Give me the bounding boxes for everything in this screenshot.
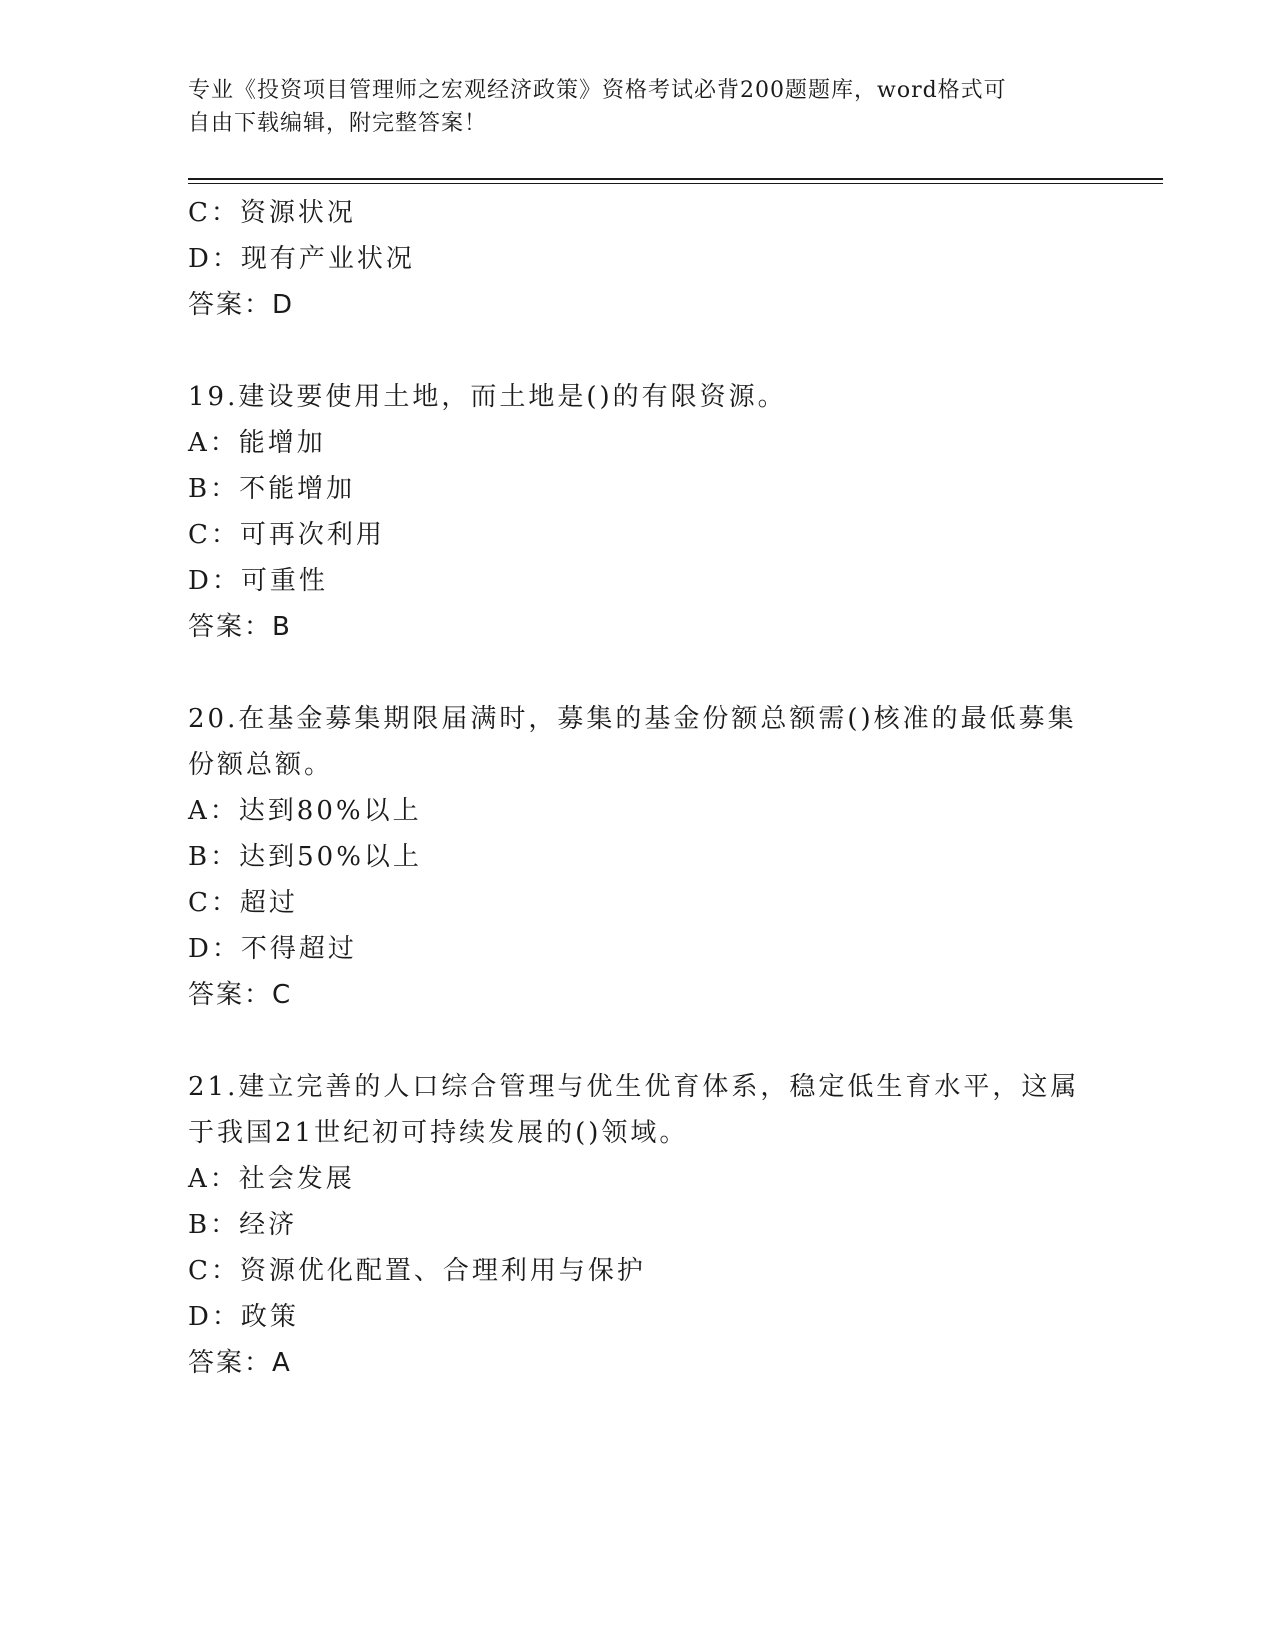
header-divider-thick	[188, 178, 1163, 180]
option-c: C：资源状况	[188, 198, 356, 228]
spacer	[188, 328, 1088, 374]
question-stem: 19.建设要使用土地，而土地是()的有限资源。	[188, 382, 787, 412]
question-block-20	[188, 696, 1088, 1018]
option-b: B：达到50%以上	[188, 842, 422, 872]
header-divider-thin	[188, 183, 1163, 184]
option-d: D：政策	[188, 1302, 299, 1332]
spacer	[188, 1018, 1088, 1064]
option-c: C：资源优化配置、合理利用与保护	[188, 1256, 646, 1286]
document-header	[188, 74, 1088, 140]
question-stem-line-1: 21.建立完善的人口综合管理与优生优育体系，稳定低生育水平，这属	[188, 1072, 1080, 1102]
answer-line: 答案：D	[188, 290, 295, 320]
option-d: D：现有产业状况	[188, 244, 415, 274]
option-c: C：超过	[188, 888, 298, 918]
option-d: D：不得超过	[188, 934, 357, 964]
spacer	[188, 650, 1088, 696]
header-line-1: 专业《投资项目管理师之宏观经济政策》资格考试必背200题题库，word格式可	[188, 78, 1007, 103]
option-c: C：可再次利用	[188, 520, 385, 550]
question-stem-line-2: 于我国21世纪初可持续发展的()领域。	[188, 1118, 689, 1148]
answer-line: 答案：C	[188, 980, 293, 1010]
option-a: A：能增加	[188, 428, 326, 458]
answer-line: 答案：A	[188, 1348, 292, 1378]
question-stem-line-1: 20.在基金募集期限届满时，募集的基金份额总额需()核准的最低募集	[188, 704, 1077, 734]
option-a: A：社会发展	[188, 1164, 355, 1194]
answer-line: 答案：B	[188, 612, 292, 642]
question-block-19	[188, 374, 1088, 650]
option-b: B：不能增加	[188, 474, 356, 504]
question-stem-line-2: 份额总额。	[188, 750, 334, 780]
header-line-2: 自由下载编辑，附完整答案！	[188, 111, 488, 136]
question-block-21	[188, 1064, 1088, 1386]
option-d: D：可重性	[188, 566, 328, 596]
option-b: B：经济	[188, 1210, 298, 1240]
question-block-18-continued	[188, 190, 1088, 328]
option-a: A：达到80%以上	[188, 796, 422, 826]
question-list	[188, 190, 1088, 1386]
